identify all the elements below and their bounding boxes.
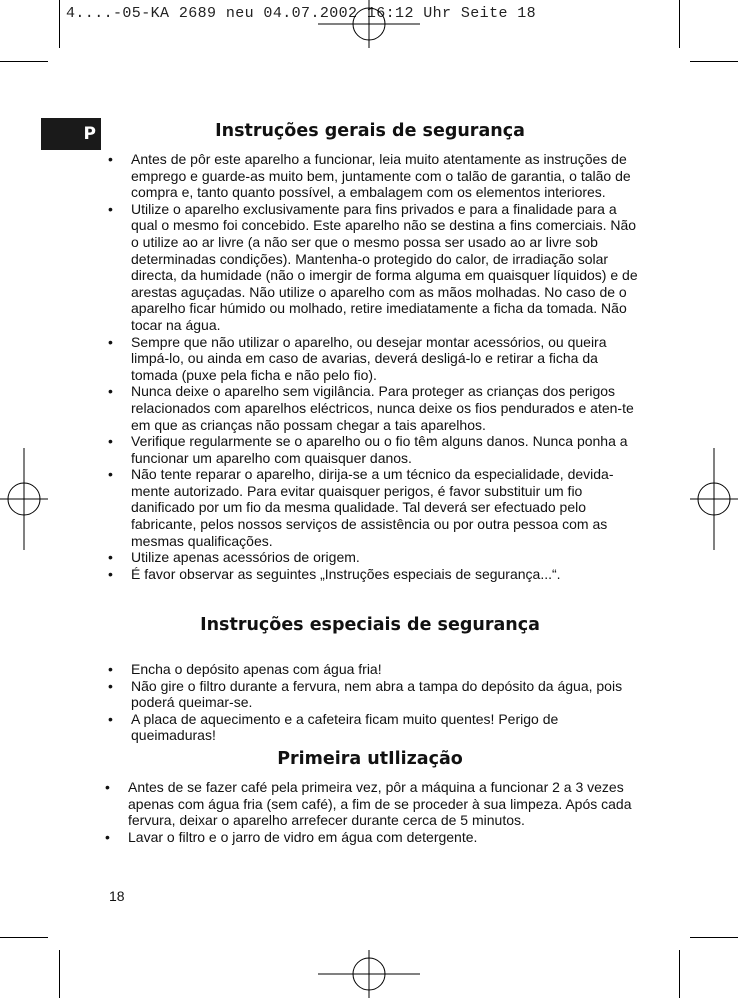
general-safety-list (108, 151, 638, 582)
crop-mark-top-left-h (0, 61, 48, 62)
list-item: • Nunca deixe o aparelho sem vigilância. Para proteger as crianças dos perigos relacionados com aparelhos eléctricos, nunca deixe os fios pendurados e aten-te em que as crianças não possam chegar a tais aparelhos. (108, 383, 638, 433)
crop-mark-top-right-h (690, 61, 738, 62)
registration-mark-left (0, 448, 48, 550)
section-title-first-use: Primeira utIlização (277, 749, 463, 769)
list-item: • Encha o depósito apenas com água fria! (108, 661, 638, 678)
list-item: • Antes de pôr este aparelho a funcionar, leia muito atentamente as instruções de emprego e guarde-as muito bem, juntamente com o talão de garantia, o talão de compra e, tanto quanto possível, a embalagem com os elementos interiores. (108, 151, 638, 201)
crop-mark-bottom-left-v (59, 950, 60, 998)
registration-mark-bottom (318, 950, 420, 998)
registration-mark-top (318, 0, 420, 48)
crop-mark-bottom-right-v (679, 950, 680, 998)
page-number: 18 (109, 888, 125, 904)
crop-mark-top-right-v (679, 0, 680, 48)
crop-mark-bottom-right-h (690, 937, 738, 938)
crop-mark-top-left-v (59, 0, 60, 48)
list-item: • É favor observar as seguintes „Instruções especiais de segurança...“. (108, 566, 638, 583)
list-item: • Antes de se fazer café pela primeira vez, pôr a máquina a funcionar 2 a 3 vezes apenas com água fria (sem café), a fim de se proceder à sua limpeza. Após cada fervura, deixar o aparelho arrefecer durante cerca de 5 minutos. (105, 779, 640, 829)
first-use-list (105, 779, 640, 845)
section-title-general-safety: Instruções gerais de segurança (215, 121, 525, 141)
registration-mark-right (690, 448, 738, 550)
list-item: • Não tente reparar o aparelho, dirija-se a um técnico da especialidade, devida-mente autorizado. Para evitar quaisquer perigos, é favor substituir um fio danificado por um fio da mesma qualidade. Tal deverá ser efectuado pelo fabricante, pelos nossos serviços de assistência ou por outra pessoa com as mesmas qualificações. (108, 466, 638, 549)
list-item: • Utilize apenas acessórios de origem. (108, 549, 638, 566)
section-title-special-safety: Instruções especiais de segurança (200, 615, 540, 635)
list-item: • Não gire o filtro durante a fervura, nem abra a tampa do depósito da água, pois poderá queimar-se. (108, 678, 638, 711)
language-tab: P (41, 118, 101, 150)
list-item: • Verifique regularmente se o aparelho ou o fio têm alguns danos. Nunca ponha a funcionar um aparelho com quaisquer danos. (108, 433, 638, 466)
list-item: • A placa de aquecimento e a cafeteira ficam muito quentes! Perigo de queimaduras! (108, 711, 638, 744)
list-item: • Sempre que não utilizar o aparelho, ou desejar montar acessórios, ou queira limpá-lo, ou ainda em caso de avarias, deverá desligá-lo e retirar a ficha da tomada (puxe pela ficha e não pelo fio). (108, 334, 638, 384)
list-item: • Lavar o filtro e o jarro de vidro em água com detergente. (105, 829, 640, 846)
special-safety-list (108, 661, 638, 744)
list-item: • Utilize o aparelho exclusivamente para fins privados e para a finalidade para a qual o mesmo foi concebido. Este aparelho não se destina a fins comerciais. Não o utilize ao ar livre (a não ser que o mesmo possa ser usado ao ar livre sob determinadas condições). Mantenha-o protegido do calor, de irradiação solar directa, da humidade (não o imergir de forma alguma em quaisquer líquidos) e de arestas aguçadas. Não utilize o aparelho com as mãos molhadas. No caso de o aparelho ficar húmido ou molhado, retire imediatamente a ficha da tomada. Não tocar na água. (108, 201, 638, 334)
print-slug: 4....-05-KA 2689 neu 04.07.2002 16:12 Uhr Seite 18 (66, 5, 537, 22)
crop-mark-bottom-left-h (0, 937, 48, 938)
